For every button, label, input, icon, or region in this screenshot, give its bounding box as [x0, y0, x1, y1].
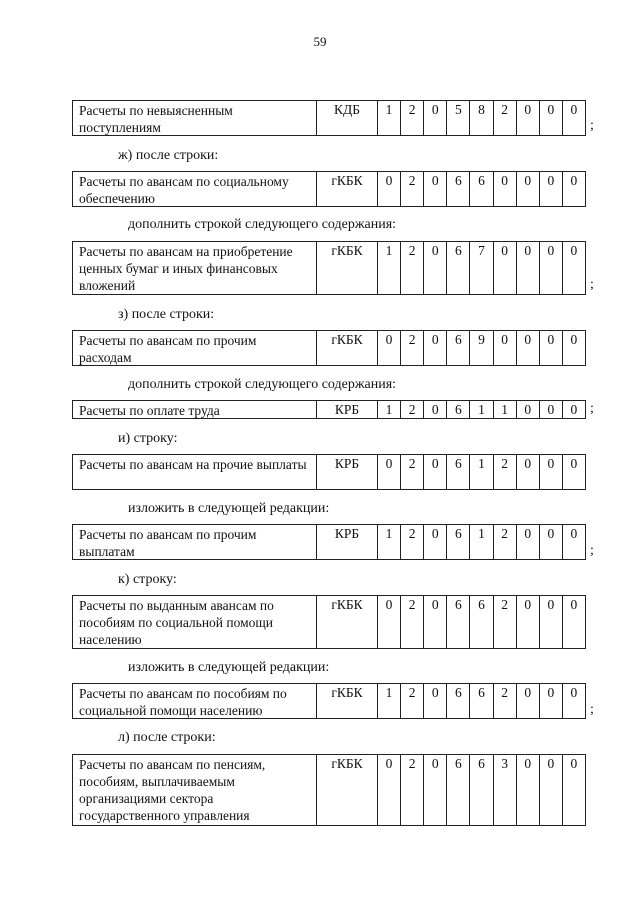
account-row: [72, 454, 586, 490]
account-digit: 6: [447, 755, 470, 825]
account-digit: 0: [494, 172, 517, 206]
account-digit: 0: [424, 101, 447, 135]
account-digit: 0: [424, 172, 447, 206]
account-row: [72, 595, 586, 649]
account-digit: 2: [401, 755, 424, 825]
account-digit: 6: [470, 596, 493, 648]
account-digit: 0: [424, 331, 447, 365]
account-digit: 1: [470, 525, 493, 559]
account-digit: 0: [540, 401, 563, 418]
account-code-type: КРБ: [317, 455, 378, 489]
account-digit: 0: [570, 597, 578, 612]
account-digit: 1: [378, 684, 401, 718]
account-digit: 0: [570, 402, 578, 417]
account-row: [72, 683, 586, 719]
account-digit: 1: [378, 525, 401, 559]
page-number: 59: [313, 34, 327, 49]
account-description: Расчеты по авансам по пособиям по социальной помощи населению: [73, 684, 317, 718]
account-digit: 1: [470, 455, 493, 489]
semicolon-mark: ;: [590, 118, 594, 133]
account-digit: 0: [540, 455, 563, 489]
account-digit: 0: [570, 332, 578, 347]
intro-text: дополнить строкой следующего содержания:: [128, 377, 397, 392]
account-digit: 0: [570, 756, 578, 771]
intro-text: изложить в следующей редакции:: [128, 501, 330, 516]
account-digit: 0: [570, 685, 578, 700]
account-row: [72, 241, 586, 295]
account-description: Расчеты по авансам на приобретение ценных бумаг и иных финансовых вложений: [73, 242, 317, 294]
intro-text: изложить в следующей редакции:: [128, 660, 330, 675]
account-description: Расчеты по выданным авансам по пособиям по социальной помощи населению: [73, 596, 317, 648]
account-digit: 2: [401, 684, 424, 718]
account-digit: 0: [517, 684, 540, 718]
account-digit: 0: [570, 102, 578, 117]
account-code-type: КРБ: [317, 401, 378, 418]
account-row: [72, 171, 586, 207]
account-digit: 0: [570, 243, 578, 258]
account-code-type: гКБК: [317, 755, 378, 825]
account-digit: 0: [517, 331, 540, 365]
account-digit: 6: [470, 172, 493, 206]
account-digit: 1: [378, 401, 401, 418]
account-digit: 1: [378, 242, 401, 294]
account-digit: 2: [401, 525, 424, 559]
account-digit: 0: [540, 755, 563, 825]
account-digit: 1: [470, 401, 493, 418]
account-digit: 1: [378, 101, 401, 135]
account-digit: 6: [447, 401, 470, 418]
account-row: [72, 330, 586, 366]
account-description: Расчеты по авансам на прочие выплаты: [73, 455, 317, 489]
account-digit: 2: [401, 401, 424, 418]
account-digit: 2: [401, 455, 424, 489]
account-row: [72, 754, 586, 826]
account-digit: 3: [494, 755, 517, 825]
account-description: Расчеты по авансам по пенсиям, пособиям, выплачиваемым организациями сектора государственного управления: [73, 755, 317, 825]
semicolon-mark: ;: [590, 543, 594, 558]
account-digit: 2: [494, 101, 517, 135]
semicolon-mark: ;: [590, 277, 594, 292]
account-digit: 0: [540, 684, 563, 718]
account-digit: 0: [424, 525, 447, 559]
account-digit: 2: [401, 596, 424, 648]
account-digit: 6: [470, 755, 493, 825]
account-digit: 6: [447, 242, 470, 294]
account-code-type: КДБ: [317, 101, 378, 135]
account-digit: 6: [447, 684, 470, 718]
account-digit: 2: [494, 596, 517, 648]
account-digit: 0: [570, 526, 578, 541]
account-digit: 0: [540, 525, 563, 559]
account-code-type: гКБК: [317, 331, 378, 365]
account-digit: 0: [540, 101, 563, 135]
account-digit: 0: [540, 172, 563, 206]
account-digit: 0: [424, 401, 447, 418]
account-description: Расчеты по оплате труда: [73, 401, 317, 418]
account-digit: 0: [424, 455, 447, 489]
account-digit: 0: [540, 331, 563, 365]
account-digit: 0: [570, 173, 578, 188]
semicolon-mark: ;: [590, 401, 594, 416]
account-digit: 0: [517, 101, 540, 135]
account-digit: 0: [517, 172, 540, 206]
account-digit: 0: [517, 596, 540, 648]
account-digit: 7: [470, 242, 493, 294]
intro-text: л) после строки:: [118, 730, 216, 745]
intro-text: и) строку:: [118, 431, 178, 446]
intro-text: дополнить строкой следующего содержания:: [128, 217, 397, 232]
account-digit: 0: [378, 172, 401, 206]
account-digit: 0: [570, 456, 578, 471]
account-digit: 2: [401, 331, 424, 365]
account-row: [72, 524, 586, 560]
account-digit: 6: [447, 172, 470, 206]
account-code-type: гКБК: [317, 684, 378, 718]
account-digit: 2: [401, 172, 424, 206]
account-digit: 0: [378, 755, 401, 825]
account-digit: 6: [447, 331, 470, 365]
account-code-type: гКБК: [317, 596, 378, 648]
intro-text: ж) после строки:: [118, 148, 219, 163]
account-digit: 0: [378, 455, 401, 489]
account-digit: 0: [424, 596, 447, 648]
account-code-type: КРБ: [317, 525, 378, 559]
account-digit: 0: [517, 755, 540, 825]
account-digit: 0: [517, 401, 540, 418]
account-digit: 2: [494, 684, 517, 718]
account-digit: 2: [401, 242, 424, 294]
account-row: [72, 400, 586, 419]
account-digit: 6: [470, 684, 493, 718]
account-digit: 0: [494, 331, 517, 365]
intro-text: з) после строки:: [118, 307, 215, 322]
account-digit: 0: [540, 242, 563, 294]
account-digit: 6: [447, 525, 470, 559]
account-digit: 8: [470, 101, 493, 135]
account-digit: 0: [424, 755, 447, 825]
intro-text: к) строку:: [118, 572, 177, 587]
account-digit: 0: [517, 455, 540, 489]
account-digit: 2: [494, 525, 517, 559]
account-digit: 9: [470, 331, 493, 365]
account-digit: 5: [447, 101, 470, 135]
account-digit: 0: [424, 684, 447, 718]
account-description: Расчеты по авансам по социальному обеспечению: [73, 172, 317, 206]
account-digit: 0: [517, 525, 540, 559]
account-digit: 6: [447, 596, 470, 648]
account-digit: 0: [378, 331, 401, 365]
account-digit: 6: [447, 455, 470, 489]
semicolon-mark: ;: [590, 702, 594, 717]
account-digit: 2: [401, 101, 424, 135]
account-digit: 1: [494, 401, 517, 418]
account-digit: 0: [517, 242, 540, 294]
account-digit: 0: [424, 242, 447, 294]
account-digit: 0: [540, 596, 563, 648]
account-description: Расчеты по авансам по прочим выплатам: [73, 525, 317, 559]
account-description: Расчеты по невыясненным поступлениям: [73, 101, 317, 135]
account-code-type: гКБК: [317, 172, 378, 206]
account-digit: 2: [494, 455, 517, 489]
account-digit: 0: [378, 596, 401, 648]
account-description: Расчеты по авансам по прочим расходам: [73, 331, 317, 365]
account-digit: 0: [494, 242, 517, 294]
account-row: [72, 100, 586, 136]
account-code-type: гКБК: [317, 242, 378, 294]
